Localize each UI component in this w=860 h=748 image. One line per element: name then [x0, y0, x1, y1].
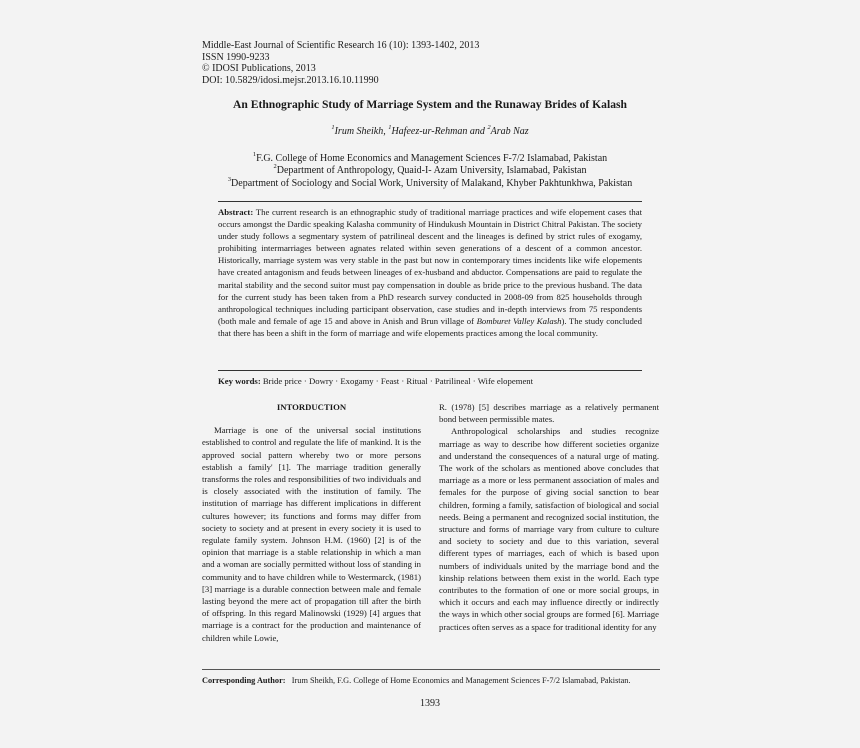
author-2: Hafeez-ur-Rehman and: [391, 126, 488, 137]
affiliation-2: [0, 165, 860, 177]
abstract-label: Abstract:: [218, 207, 254, 217]
right-column: [439, 401, 659, 633]
intro-paragraph-2: Anthropological scholarships and studies recognize marriage as way to describe how different societies organize and understand the consequences of a natural urge of mating. The work of the scholars as mentioned above concludes that marriage as a more or less permanent association of males and females for the purpose of giving social sanction to bear children, forming a family, satisfaction of biological and social needs. Being a permanent and recognized social institution, the structure and forms of marriage vary from culture to culture and society to society and due to this variation, several different types of marriages, each of which is based upon numbers of individuals united by the marriage bond and the kinship relations between them exist in the world. Each type contributes to the formation of one or more social groups, in which it occurs and each may influence directly or indirectly the ways in which other social groups are formed [6]. Marriage practices often serves as a space for traditional identity for any: [439, 426, 659, 632]
corresponding-author: [202, 676, 631, 685]
author-1: Irum Sheikh,: [334, 126, 389, 137]
keywords-label: Key words:: [218, 376, 261, 386]
abstract-top-rule: [218, 201, 642, 202]
abstract-text: The current research is an ethnographic study of traditional marriage practices and wife elopement cases that occurs amongst the Dardic speaking Kalasha community of Hindukush Mountain in District Chitral Pakistan. The society under study follows a segmentary system of patrilineal descent and the lineages is defined by strict rules of exogamy, prohibiting intermarriages between agnates related within seven generations of a descent of a common ancestor. Historically, marriage system was very stable in the past but now in contemporary times incidents like wife elopements have created antagonism and feuds between lineages of ex-husband and abductor. Compensations are paid to regulate the marital stability and the second suitor must pay compensation in double as bride price to the previous husband. The data for the current study has been taken from a PhD research survey conducted in 2008-09 from 825 households through anthropological techniques including participant observation, case studies and in-depth interviews from 75 respondents (both male and female of age 15 and above in Anish and Brun village of: [218, 207, 642, 326]
keywords: [218, 376, 642, 386]
left-column: [202, 401, 421, 644]
corresponding-author-text: Irum Sheikh, F.G. College of Home Economics and Management Sciences F-7/2 Islamabad, Pakistan.: [291, 676, 631, 685]
doi: DOI: 10.5829/idosi.mejsr.2013.16.10.11990: [202, 74, 379, 86]
author-list: [0, 126, 860, 137]
author-3: Arab Naz: [490, 126, 529, 137]
abstract-bottom-rule: [218, 370, 642, 371]
corresponding-author-label: Corresponding Author:: [202, 676, 286, 685]
journal-header: [202, 40, 479, 86]
journal-citation: Middle-East Journal of Scientific Research 16 (10): 1393-1402, 2013: [202, 40, 480, 51]
intro-paragraph-1-cont: R. (1978) [5] describes marriage as a relatively permanent bond between permissible mates.: [439, 402, 659, 425]
affiliation-3-marker: 3: [227, 175, 232, 183]
keywords-text: Bride price · Dowry · Exogamy · Feast · Ritual · Patrilineal · Wife elopement: [262, 376, 534, 386]
affiliation-3: [0, 175, 860, 190]
author-2-marker: 1: [388, 124, 392, 131]
affiliation-1: [0, 153, 860, 165]
affiliation-1-marker: 1: [252, 151, 257, 158]
issn: ISSN 1990-9233: [202, 51, 270, 63]
page-number: 1393: [420, 698, 440, 709]
footnote-rule: [202, 669, 660, 670]
abstract-text-end: ). The study concluded that there has been a shift in the form of marriage and wife elopements practices among the local community.: [218, 315, 642, 338]
paper-title: An Ethnographic Study of Marriage System and the Runaway Brides of Kalash: [233, 98, 627, 111]
copyright: © IDOSI Publications, 2013: [202, 63, 316, 75]
author-3-marker: 2: [487, 124, 491, 131]
affiliations: [0, 153, 860, 190]
section-heading: INTORDUCTION: [276, 402, 347, 412]
author-1-marker: 1: [331, 124, 335, 131]
affiliation-2-marker: 2: [273, 163, 277, 171]
affiliation-2-text: Department of Anthropology, Quaid-I- Azam University, Islamabad, Pakistan: [276, 165, 587, 177]
affiliation-3-text: Department of Sociology and Social Work, University of Malakand, Khyber Pakhtunkhwa, Pakistan: [231, 177, 633, 189]
abstract-italic: Bomburet Valley Kalash: [476, 315, 562, 326]
intro-paragraph-1: Marriage is one of the universal social institutions established to control and regulate the life of mankind. It is the approved social pattern whereby two or more persons establish a family' [1]. The marriage tradition generally transforms the roles and responsibilities of two individuals and is closely associated with the institution of family. The institution of marriage has different implications in different cultures however; its functions and forms may differ from society to society and at present in every society it is used to regulate family system. Johnson H.M. (1960) [2] is of the opinion that marriage is a stable relationship in which a man and a woman are socially permitted without loss of standing in community and to have children while to Westermarck, (1981) [3] marriage is a durable connection between male and female lasting beyond the mere act of propagation till after the birth of offspring. In this regard Malinowski (1929) [4] argues that marriage is a contract for the production and maintenance of children while Lowie,: [202, 425, 421, 643]
affiliation-1-text: F.G. College of Home Economics and Management Sciences F-7/2 Islamabad, Pakistan: [256, 153, 608, 164]
abstract: [218, 206, 642, 339]
